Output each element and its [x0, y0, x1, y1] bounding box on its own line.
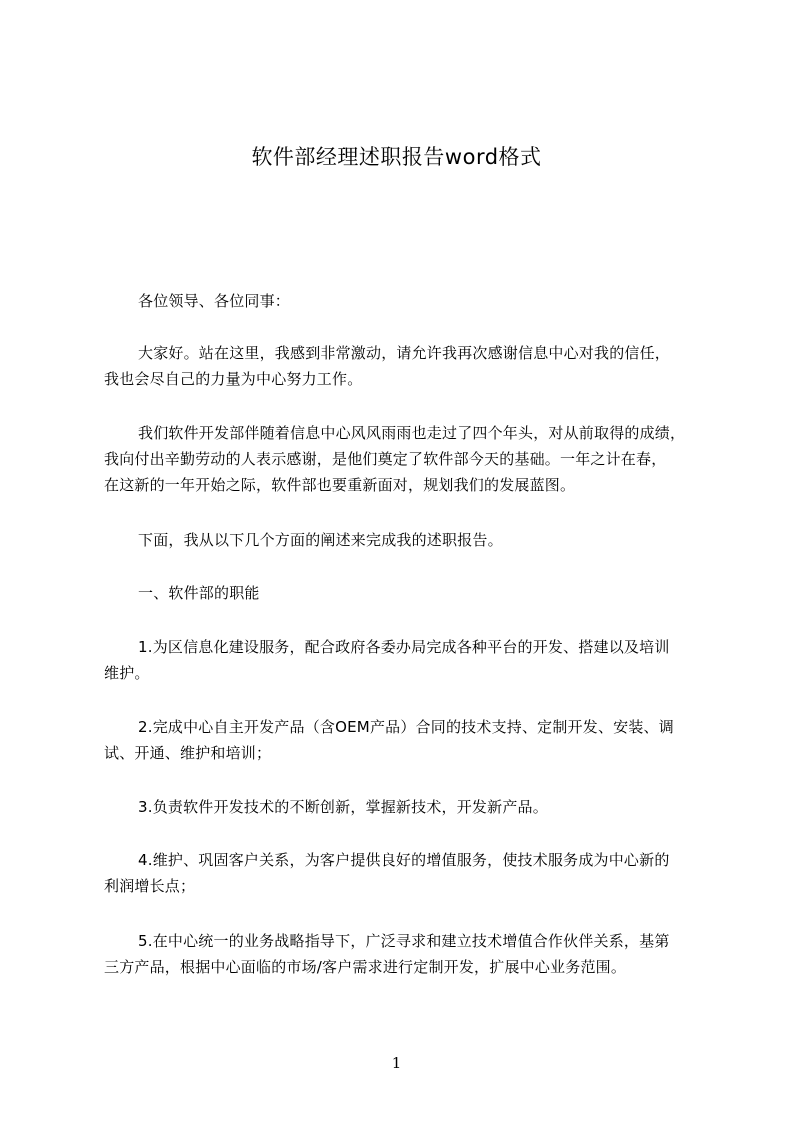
intro-paragraph [104, 527, 704, 553]
paragraph-line: 我们软件开发部伴随着信息中心风风雨雨也走过了四个年头，对从前取得的成绩， [138, 424, 686, 442]
paragraph-line: 4.维护、巩固客户关系，为客户提供良好的增值服务，使技术服务成为中心新的 [138, 851, 670, 869]
section-heading [104, 580, 704, 606]
paragraph-line: 我向付出辛勤劳动的人表示感谢，是他们奠定了软件部今天的基础。一年之计在春， [104, 450, 667, 468]
function-item-4 [104, 847, 704, 899]
function-item-5 [104, 928, 704, 980]
function-item-2 [104, 714, 704, 766]
paragraph-line: 在这新的一年开始之际，软件部也要重新面对，规划我们的发展蓝图。 [104, 476, 576, 494]
function-item-3 [104, 794, 704, 820]
paragraph-line: 试、开通、维护和培训； [104, 744, 272, 762]
paragraph-line: 一、软件部的职能 [138, 584, 260, 602]
paragraph-line: 3.负责软件开发技术的不断创新，掌握新技术，开发新产品。 [138, 798, 548, 816]
paragraph-line: 5.在中心统一的业务战略指导下，广泛寻求和建立技术增值合作伙伴关系，基第 [138, 932, 670, 950]
paragraph-line: 维护。 [104, 664, 150, 682]
history-paragraph [104, 420, 704, 498]
document-title: 软件部经理述职报告word格式 [251, 145, 542, 169]
paragraph-line: 2.完成中心自主开发产品（含OEM产品）合同的技术支持、定制开发、安装、调 [138, 718, 674, 736]
paragraph-line: 三方产品，根据中心面临的市场/客户需求进行定制开发，扩展中心业务范围。 [104, 958, 627, 976]
paragraph-line: 我也会尽自己的力量为中心努力工作。 [104, 370, 363, 388]
paragraph-line: 下面，我从以下几个方面的阐述来完成我的述职报告。 [138, 531, 503, 549]
function-item-1 [104, 634, 704, 686]
salutation-paragraph [104, 288, 704, 314]
paragraph-line: 各位领导、各位同事： [138, 292, 291, 310]
paragraph-line: 1.为区信息化建设服务，配合政府各委办局完成各种平台的开发、搭建以及培训 [138, 638, 670, 656]
page-number: 1 [391, 1054, 402, 1072]
paragraph-line: 利润增长点； [104, 877, 196, 895]
paragraph-line: 大家好。站在这里，我感到非常激动，请允许我再次感谢信息中心对我的信任， [138, 344, 671, 362]
greeting-paragraph [104, 340, 704, 392]
